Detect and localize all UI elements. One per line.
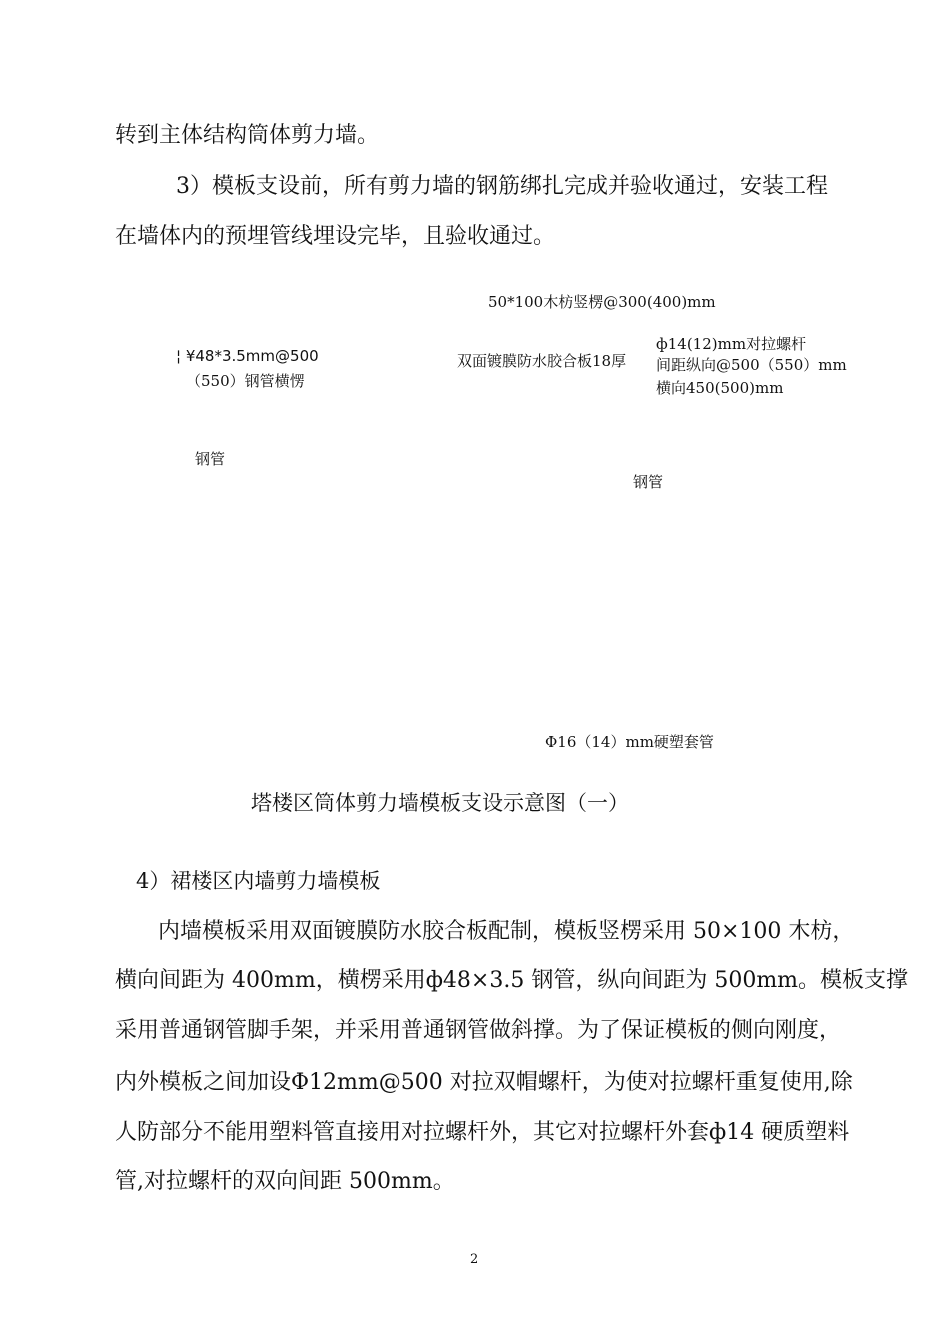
label-plywood-board: 双面镀膜防水胶合板18厚 [457,352,627,370]
label-steel-horizontal-2: （550）钢管横愣 [186,372,305,390]
text-line-3: 在墙体内的预埋管线埋设完毕，且验收通过。 [115,224,556,249]
label-tie-bolt-3: 横向450(500)mm [656,379,784,397]
figure-caption: 塔楼区筒体剪力墙模板支设示意图（一） [251,791,629,815]
text-line-1: 转到主体结构筒体剪力墙。 [115,123,380,148]
label-tie-bolt-1: ф14(12)mm对拉螺杆 [656,335,807,353]
label-plastic-sleeve: Φ16（14）mm硬塑套管 [545,733,714,751]
body-line-5: 人防部分不能用塑料管直接用对拉螺杆外，其它对拉螺杆外套ф14 硬质塑料 [115,1120,850,1145]
body-line-2: 横向间距为 400mm，横楞采用ф48×3.5 钢管，纵向间距为 500mm。模板支撑 [115,968,909,993]
label-wood-stud: 50*100木枋竖楞@300(400)mm [488,293,716,311]
body-line-4: 内外模板之间加设Φ12mm@500 对拉双帽螺杆，为使对拉螺杆重复使用,除 [115,1070,853,1095]
body-line-3: 采用普通钢管脚手架，并采用普通钢管做斜撑。为了保证模板的侧向刚度， [115,1018,842,1043]
body-line-6: 管,对拉螺杆的双向间距 500mm。 [115,1169,455,1194]
body-line-1: 内墙模板采用双面镀膜防水胶合板配制，模板竖楞采用 50×100 木枋， [158,919,855,944]
label-steel-pipe-left: 钢管 [195,450,226,468]
section-heading: 4）裙楼区内墙剪力墙模板 [136,869,381,893]
label-steel-pipe-right: 钢管 [633,473,664,491]
page-number: 2 [470,1252,479,1267]
label-steel-horizontal-1: ¦ ¥48*3.5mm@500 [176,347,319,365]
text-line-2: 3）模板支设前，所有剪力墙的钢筋绑扎完成并验收通过，安装工程 [176,174,828,199]
label-tie-bolt-2: 间距纵向@500（550）mm [656,356,847,374]
